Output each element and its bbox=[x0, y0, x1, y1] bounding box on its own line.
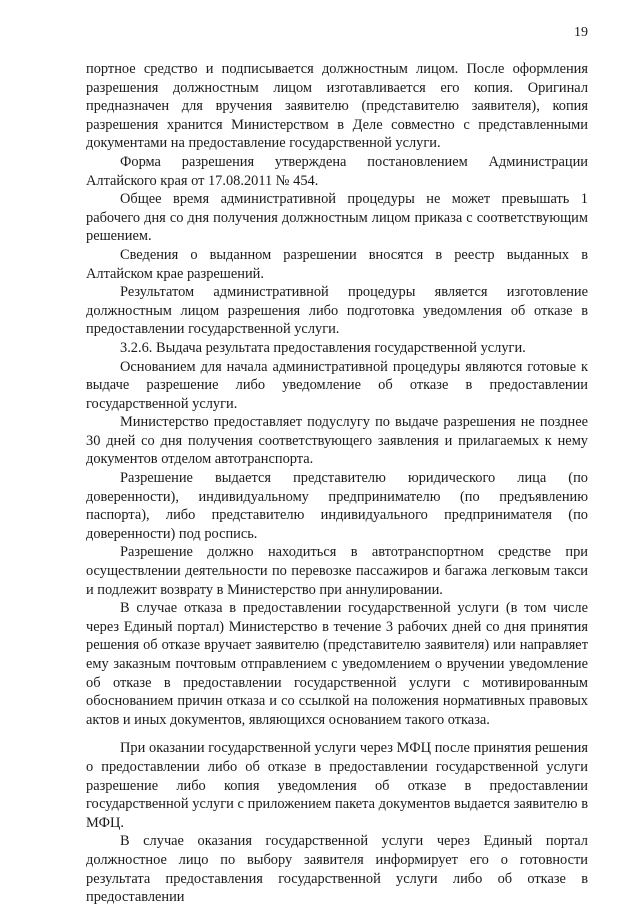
paragraph-continuation: портное средство и подписывается должностным лицом. После оформления разрешения должностным лицом изготавливается его копия. Оригинал предназначен для вручения заявителю (представителю заявителя), копия разрешения хранится Министерством в Деле совместно с представленными документами на предоставление государственной услуги. bbox=[86, 61, 588, 152]
document-body bbox=[86, 60, 588, 907]
paragraph-single-portal: В случае оказания государственной услуги через Единый портал должностное лицо по выбору заявителя информирует его о готовности результата предоставления государственной услуги либо об отказе в предоставлении bbox=[86, 833, 588, 906]
paragraph-permit-location: Разрешение должно находиться в автотранспортном средстве при осуществлении деятельности по перевозке пассажиров и багажа легковым такси и подлежит возврату в Министерство при аннулировании. bbox=[86, 544, 588, 598]
page-number: 19 bbox=[574, 25, 588, 40]
paragraph-mfc: При оказании государственной услуги через МФЦ после принятия решения о предоставлении либо об отказе в предоставлении государственной услуги разрешение либо копия уведомления об отказе в предоставлении государственной услуги с приложением пакета документов выдается заявителю в МФЦ. bbox=[86, 740, 588, 831]
paragraph-procedure-time: Общее время административной процедуры не может превышать 1 рабочего дня со дня получения должностным лицом приказа с соответствующим решением. bbox=[86, 191, 588, 245]
paragraph-procedure-basis: Основанием для начала административной процедуры являются готовые к выдаче разрешение либо уведомление об отказе в предоставлении государственной услуги. bbox=[86, 358, 588, 412]
paragraph-deadline: Министерство предоставляет подуслугу по выдаче разрешения не позднее 30 дней со дня получения соответствующего заявления и прилагаемых к нему документов отделом автотранспорта. bbox=[86, 414, 588, 468]
paragraph-form-approval: Форма разрешения утверждена постановлением Администрации Алтайского края от 17.08.2011 № 454. bbox=[86, 153, 588, 189]
paragraph-issuance: Разрешение выдается представителю юридического лица (по доверенности), индивидуальному предпринимателю (по предъявлению паспорта), либо представителю индивидуального предпринимателя (по доверенности) под роспись. bbox=[86, 470, 588, 542]
paragraph-refusal: В случае отказа в предоставлении государственной услуги (в том числе через Единый портал) Министерство в течение 3 рабочих дней со дня принятия решения об отказе вручает заявителю (представителю заявителя) или направляет ему заказным почтовым отправлением с уведомлением о вручении уведомление об отказе в предоставлении государственной услуги с мотивированным обоснованием причин отказа и со ссылкой на положения нормативных правовых актов и иных документов, являющихся основанием такого отказа. bbox=[86, 600, 588, 728]
section-heading-3-2-6: 3.2.6. Выдача результата предоставления государственной услуги. bbox=[120, 339, 526, 356]
paragraph-registry: Сведения о выданном разрешении вносятся в реестр выданных в Алтайском крае разрешений. bbox=[86, 246, 588, 282]
paragraph-procedure-result: Результатом административной процедуры является изготовление должностным лицом разрешения либо подготовка уведомления об отказе в предоставлении государственной услуги. bbox=[86, 284, 588, 338]
